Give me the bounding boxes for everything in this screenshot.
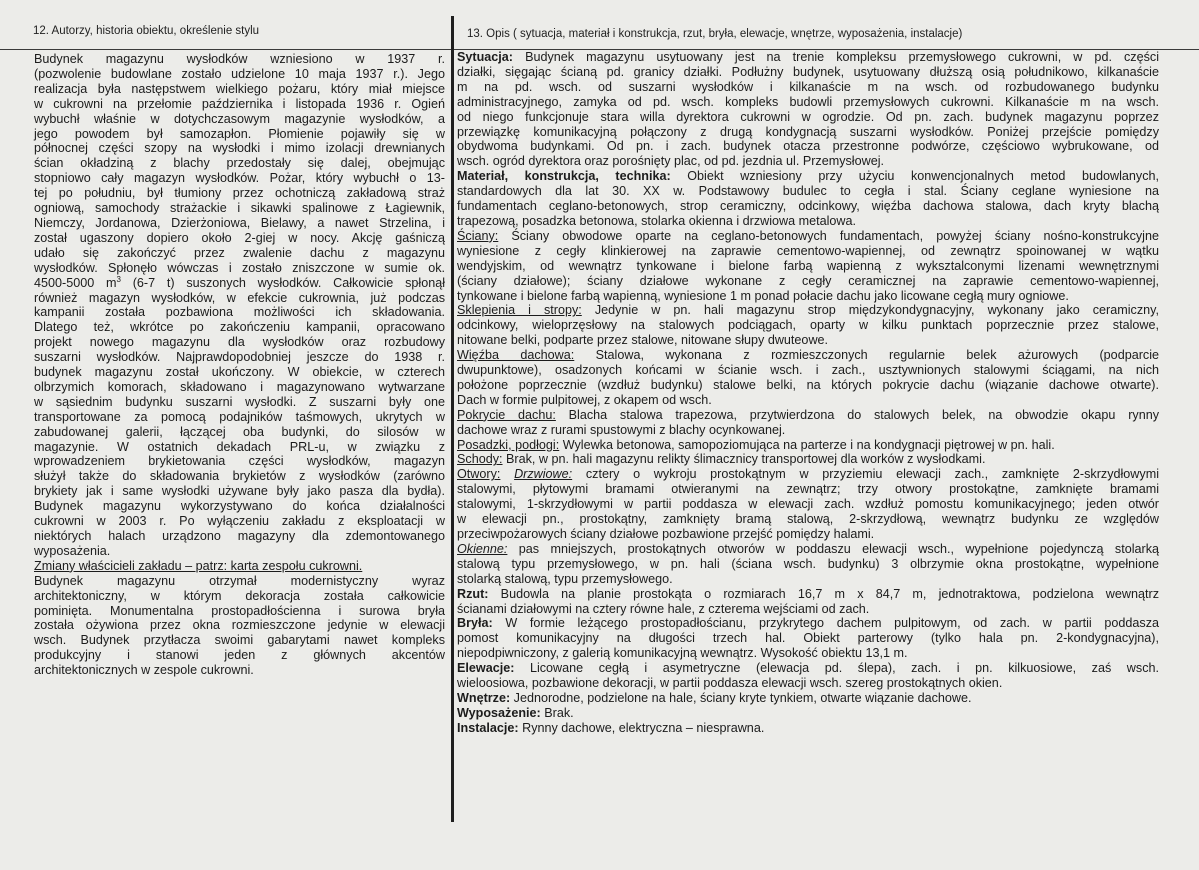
description-line: [457, 229, 1159, 244]
description-line: [457, 274, 1159, 289]
history-line: produkcyjny i stanowi jeden z głównych akcentów: [34, 648, 445, 663]
history-line: udało się zakończyć przez zwalenie dachu z magazynu: [34, 245, 445, 260]
description-line: [457, 542, 1159, 557]
description-line: [457, 363, 1159, 378]
history-line: 4500-5000 $m^3$ (6-7 t) suszonych wysłodków. Całkowicie spłonął: [34, 274, 446, 290]
description-text: stolarką stalową, typu przemysłowego.: [457, 571, 673, 586]
description-text: tynkowane i bielone farbą wapienną, wyniesione 1 m ponad połacie dachu jako licowane cegłą mury ogniowe.: [457, 288, 1069, 303]
description-text: przewiązkę komunikacyjną połączony z drugą kondygnacją suszarni wysłodków. Poniżej przejście pomiędzy: [457, 124, 1159, 139]
history-line: cukrowni w 2003 r. Po wyłączeniu zakładu z eksploatacji w: [34, 514, 445, 529]
description-line: [457, 154, 1159, 169]
description-text: działki, sięgając ścianą pd. granicy działki. Podłużny budynek, usytuowany dłuższą osią południkowo, kilkanaście: [457, 64, 1159, 79]
history-line: brykiety jak i same wysłodki używane były jako pasza dla bydła).: [34, 484, 445, 499]
section-label: Instalacje:: [457, 720, 519, 735]
history-line: wprowadzeniem brykietowania części wysłodków, magazyn: [34, 454, 445, 469]
history-column: [34, 52, 445, 678]
description-text: Blacha stalowa trapezowa, przytwierdzona do stalowych belek, na obwodzie okapu rynny: [555, 407, 1159, 422]
description-text: ścianami działowymi na cztery równe hale, z czterema wejściami od zach.: [457, 601, 870, 616]
history-line: ogniową, samochody strażackie i sikawki spalinowe z Łagiewnik,: [34, 201, 445, 216]
section-label: Elewacje:: [457, 661, 515, 676]
column-divider: [451, 16, 454, 822]
section-label: Pokrycie dachu:: [457, 407, 556, 422]
section-12-header: 12. Autorzy, historia obiektu, określenie stylu: [33, 25, 260, 37]
section-label: Sklepienia i stropy:: [457, 303, 582, 318]
section-label: Schody:: [457, 452, 503, 467]
description-text: Jednorodne, podzielone na hale, ściany kryte tynkiem, otwarte wiązanie dachowe.: [510, 690, 972, 705]
description-text: Wylewka betonowa, samopoziomująca na parterze i na kondygnacji piętrowej w pn. hali.: [559, 437, 1055, 452]
description-text: nitowane belki, podparte przez stalowe, nitowane słupy dwuteowe.: [457, 333, 829, 348]
history-line: projekt nowego magazynu dla wysłodków oraz rozbudowy: [34, 335, 445, 350]
history-line: zabudowanej galerii, łączącej oba budynki, do silosów w: [34, 424, 445, 439]
history-line: została ożywiona przez okna rozmieszczone jedynie w elewacji: [34, 618, 445, 633]
description-text: wieloosiowa, pozbawione dekoracji, w partii poddasza elewacji wsch. szereg prostokątnych okien.: [457, 676, 1003, 691]
description-line: [457, 378, 1159, 393]
section-label: Bryła:: [457, 616, 493, 631]
section-13-header: 13. Opis ( sytuacja, materiał i konstrukcja, rzut, bryła, elewacje, wnętrze, wyposażenia, instalacje): [467, 28, 963, 40]
description-line: [457, 706, 1159, 721]
description-text: (ściany działowe); ściany działowe wykonane z cegły ceramicznej na zaprawie cementowo-wapiennej,: [457, 273, 1159, 288]
subsection-label: Drzwiowe:: [514, 467, 573, 482]
description-text: stalowymi, 1-skrzydłowymi w partii poddasza w elewacji zach. wzdłuż pomostu komunikacyjnego; jeden otwór: [457, 497, 1159, 512]
history-line: w sąsiednim budynku suszarni wysłodki. Z suszarni były one: [34, 394, 445, 409]
history-line: północnej części szopy na wysłodki i mimo izolacji drewnianych: [34, 141, 445, 156]
section-label: Ściany:: [457, 228, 499, 243]
history-line: wysłodków. Spłonęło wówczas i zostało zniszczone w sumie ok.: [34, 260, 445, 275]
description-line: [457, 110, 1159, 125]
description-line: [457, 676, 1159, 691]
history-line: również magazyn wysłodków, w efekcie cukrownia, już podczas: [34, 290, 445, 305]
description-text: wsch. ogród dyrektora oraz porośnięty plac, od pd. jezdnia ul. Przemysłowej.: [457, 154, 884, 169]
description-line: [457, 289, 1159, 304]
description-line: [457, 512, 1159, 527]
section-label: Posadzki, podłogi:: [457, 437, 560, 452]
history-line: wyposażenia.: [34, 543, 111, 558]
description-text: od niego funkcjonuje stara willa dyrektora cukrowni w ogrodzie. Od pn. zach. budynek magazynu poprzez: [457, 109, 1159, 124]
description-text: Dach w formie pulpitowej, z okapem od wsch.: [457, 392, 712, 407]
section-label: Wnętrze:: [457, 690, 511, 705]
cubic-superscript: 3: [116, 274, 121, 284]
description-text: m na pd. wsch. od suszarni wysłodków i kilkanaście m na wsch. od rozbudowanego budynku: [457, 79, 1159, 94]
description-line: [457, 169, 1159, 184]
description-text: dachowe wraz z rurami spustowymi z blachy ocynkowanej.: [457, 422, 786, 437]
history-line: niektórych halach urządzono magazyny dla zdemontowanego: [34, 529, 445, 543]
description-text: Stalowa, wykonana z rozmieszczonych regularnie belek ażurowych (podparcie: [574, 348, 1159, 363]
description-text: trapezową, posadzka betonowa, stolarka okienna i drzwiowa metalowa.: [457, 213, 857, 228]
description-line: [457, 333, 1159, 348]
history-line: jego powodem był samozapłon. Płomienie pojawiły się w: [34, 126, 445, 141]
history-line: pominięta. Monumentalna prostopadłościenna i surowa bryła: [34, 603, 445, 618]
section-label: Rzut:: [457, 586, 489, 601]
description-line: [457, 467, 1159, 482]
history-line: ścian okładziną z blachy przedostały się dalej, obejmując: [34, 156, 445, 171]
history-line: architektoniczny, w którym dekoracja została całkowicie: [34, 588, 445, 603]
description-line: [457, 423, 1159, 438]
description-text: pomost komunikacyjny na długości trzech hal. Obiekt parterowy (tylko hala pn. 2-kondygnacyjna),: [457, 631, 1159, 646]
description-line: [457, 572, 1159, 587]
history-line: wsch. Budynek przytłacza swoimi gabarytami nawet kompleks: [34, 633, 445, 648]
description-line: [457, 497, 1159, 512]
description-text: Jedynie w pn. hali magazynu strop międzykondygnacyjny, wykonany jako ceramiczny,: [581, 303, 1159, 318]
description-text: pas mniejszych, prostokątnych otworów w poddaszu elewacji wsch., wypełnione pojedynczą stolarką: [507, 541, 1159, 556]
history-line: w cukrowni na przełomie października i listopada 1936 r. Ogień: [34, 96, 445, 111]
description-line: [457, 303, 1159, 318]
section-label: Wyposażenie:: [457, 705, 541, 720]
history-line: (pozwolenie budowlane zostało udzielone 10 maja 1937 r.). Jego: [34, 66, 445, 81]
description-text: Brak, w pn. hali magazynu relikty ślimacznicy transportowej dla worków z wysłodkami.: [502, 452, 986, 467]
history-line: magazynie. W ostatnich dekadach PRL-u, w związku z: [34, 439, 445, 454]
description-text: Budynek magazynu usytuowany jest na trenie kompleksu przemysłowego cukrowni, w pd. części: [513, 50, 1159, 64]
history-line: suszarni wysłodków. Najprawdopodobniej jeszcze do 1938 r.: [34, 350, 445, 365]
history-line: Budynek magazynu wykorzystywano do końca działalności: [34, 499, 445, 514]
description-text: Rynny dachowe, elektryczna – niesprawna.: [518, 720, 765, 735]
history-line: realizacja była następstwem wielkiego pożaru, który miał miejsce: [34, 81, 445, 96]
description-line: [457, 199, 1159, 214]
description-text: fundamentach ceglano-betonowych, strop ceramiczny, odcinkowy, więźba dachowa stalowa, dach kryty blachą: [457, 199, 1159, 214]
history-line: transportowane za pomocą podajników taśmowych, ukrytych w: [34, 409, 445, 424]
description-line: [457, 139, 1159, 154]
description-line: [457, 184, 1159, 199]
history-line: wybuchł właśnie w dotychczasowym magazynie wysłodków, a: [34, 111, 445, 126]
description-text: Budowla na planie prostokąta o rozmiarach 16,7 m x 84,7 m, jednotraktowa, podzielona wewnątrz: [488, 586, 1159, 601]
history-line: Zmiany właścicieli zakładu – patrz: karta zespołu cukrowni.: [34, 558, 363, 573]
description-text: Brak.: [540, 705, 574, 720]
description-text: cztery o wykroju prostokątnym w przyziemiu elewacji zach., zamknięte 2-skrzydłowymi: [572, 467, 1159, 482]
history-line: kampanii została pozbawiona możliwości ich składowania.: [34, 305, 445, 320]
history-line: stopniowo cały magazyn wysłodków. Pożar, który wybuchł o 13-: [34, 171, 445, 186]
description-text: wendyjskim, od wewnątrz tynkowane i bielone farbą wapienną z wyksztalconymi lizenami wewnętrznymi: [457, 258, 1159, 273]
description-line: [457, 661, 1159, 676]
description-line: [457, 452, 1159, 467]
history-line: Dlatego też, wkrótce po zakończeniu kampanii, opracowano: [34, 320, 445, 335]
history-line: Budynek magazynu otrzymał modernistyczny wyraz: [34, 573, 445, 588]
description-text: położone poprzecznie (wzdłuż budynku) stalowe belki, na których pokrycie dachu (wiązanie dachowe otwarte).: [457, 377, 1159, 392]
description-line: [457, 691, 1159, 706]
description-text: Licowane cegłą i asymetryczne (elewacja pd. ślepa), zach. i pn. kilkuosiowe, zaś wsch.: [514, 661, 1159, 676]
description-text: standardowych dla lat 30. XX w. Podstawowy budulec to cegła i stal. Ściany ceglane wyniesione na: [457, 184, 1159, 199]
description-line: [457, 408, 1159, 423]
description-line: [457, 557, 1159, 572]
description-text: przeciwpożarowych ściany działowe pozbawione przejść pomiędzy halami.: [457, 527, 875, 541]
description-text: W formie leżącego prostopadłościanu, przykrytego dachem pulpitowym, od zach. w partii poddasza: [492, 616, 1159, 631]
description-line: [457, 95, 1159, 110]
description-text: niepodpiwniczony, z galerią komunikacyjną wewnątrz. Wysokość obiektu 13,1 m.: [457, 646, 908, 661]
history-line: olbrzymich komorach, składowano i magazynowano wytwarzane: [34, 379, 445, 394]
description-text: odcinkowy, wieloprzęsłowy na stalowych podciągach, oparty w kilku punktach poprzecznie przez stalowe,: [457, 318, 1159, 333]
description-line: [457, 348, 1159, 363]
description-line: [457, 438, 1159, 453]
description-line: [457, 482, 1159, 497]
description-line: [457, 616, 1159, 631]
history-line: Niemczy, Jordanowa, Dzierżoniowa, Bielawy, a nawet Strzelina, i: [34, 215, 445, 230]
section-label: Sytuacja:: [457, 50, 513, 64]
history-line: służył także do składowania brykietów z wysłodków (zarówno: [34, 469, 445, 484]
description-text: Ściany obwodowe oparte na ceglano-betonowych fundamentach, powyżej ściany nośno-konstrukcyjne: [498, 228, 1159, 243]
description-line: [457, 125, 1159, 140]
description-text: stalową typu przemysłowego, w pn. hali (ściana wsch. budynku) 3 olbrzymie okna prostokątne, wypełnione: [457, 556, 1159, 571]
section-label: Materiał, konstrukcja, technika:: [457, 169, 671, 184]
description-line: [457, 214, 1159, 229]
description-text: dwupunktowe), osadzonych końcami w ścianie wsch. i zach., usztywnionych stalowymi ściągami, na nich: [457, 363, 1159, 378]
section-label: Więźba dachowa:: [457, 348, 575, 363]
description-text: obydwoma budynkami. Od pn. i zach. budynek otacza przestronne podwórze, częściowo wybrukowane, od: [457, 139, 1159, 154]
description-line: [457, 65, 1159, 80]
description-line: [457, 80, 1159, 95]
description-line: [457, 393, 1159, 408]
history-line: architektonicznych w zespole cukrowni.: [34, 663, 254, 678]
description-text: w elewacji pn., prostokątny, zamknięty bramą stalową, 2-skrzydłową, wewnątrz budynku ze względów: [457, 512, 1159, 527]
description-line: [457, 318, 1159, 333]
description-column: [457, 50, 1159, 736]
description-line: [457, 646, 1159, 661]
history-line: tej po południu, był tłumiony przez ochotniczą zakładową straż: [34, 186, 445, 201]
description-line: [457, 602, 1159, 617]
description-line: [457, 50, 1159, 65]
subsection-label: Okienne:: [457, 541, 508, 556]
description-line: [457, 631, 1159, 646]
history-line: budynek magazynu został ukończony. W obiekcie, w czterech: [34, 365, 445, 380]
history-line: został ugaszony dopiero około 2-giej w nocy. Akcję gaśniczą: [34, 230, 445, 245]
description-text: stalowymi, płytowymi bramami otwieranymi na zewnątrz; trzy otwory prostokątne, zamknięte bramami: [457, 482, 1159, 497]
description-text: administracyjnego, zamyka od pd. wsch. kompleks budowli przemysłowych cukrowni. Kilkanaście m na wsch.: [457, 94, 1159, 109]
description-line: [457, 721, 1159, 736]
section-label: Otwory:: [457, 467, 501, 482]
description-line: [457, 259, 1159, 274]
description-line: [457, 587, 1159, 602]
description-line: [457, 527, 1159, 542]
description-text: Obiekt wzniesiony przy użyciu konwencjonalnych metod budowlanych,: [670, 169, 1159, 184]
description-text: wyniesione z cegły klinkierowej na zaprawie cementowo-wapiennej, od zewnątrz spoinowanej w wątku: [457, 243, 1159, 258]
description-line: [457, 244, 1159, 259]
history-line: Budynek magazynu wysłodków wzniesiono w 1937 r.: [34, 52, 445, 66]
